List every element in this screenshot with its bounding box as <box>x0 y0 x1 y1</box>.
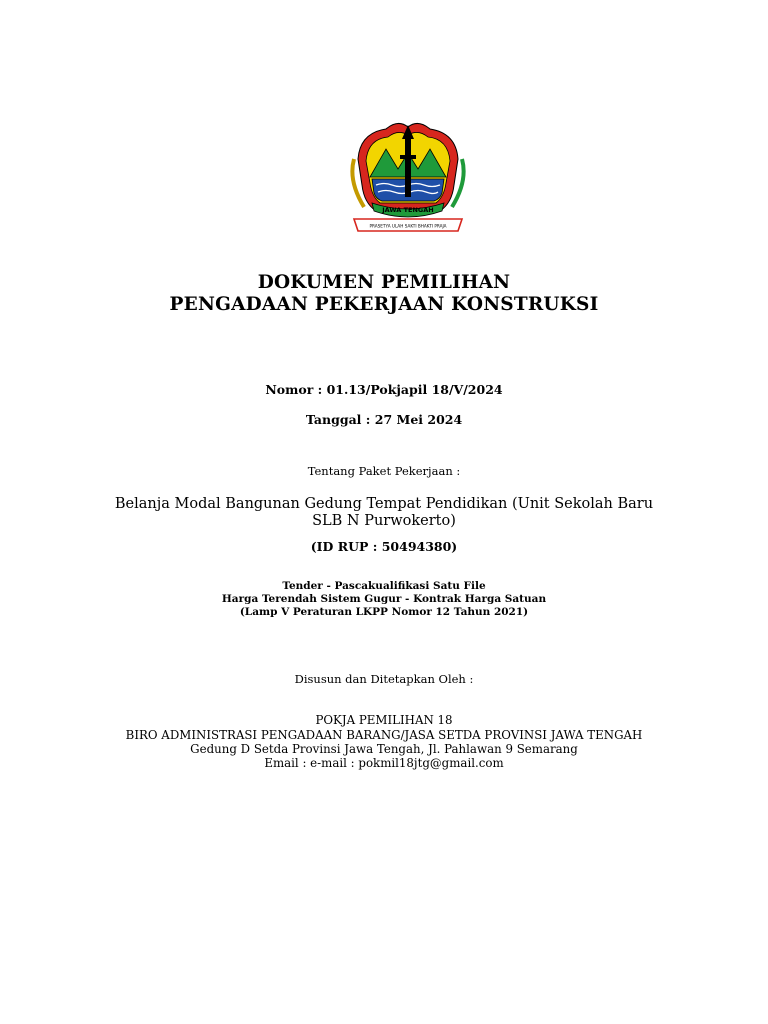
jawa-tengah-emblem-icon <box>346 115 470 235</box>
method-line2: Harga Terendah Sistem Gugur - Kontrak Harga Satuan <box>221 593 547 605</box>
id-rup: (ID RUP : 50494380) <box>310 539 458 554</box>
document-date: Tanggal : 27 Mei 2024 <box>305 412 463 427</box>
document-title-line1: DOKUMEN PEMILIHAN <box>257 272 511 293</box>
issuer-bureau: BIRO ADMINISTRASI PENGADAAN BARANG/JASA SETDA PROVINSI JAWA TENGAH <box>125 728 643 742</box>
issuer-intro: Disusun dan Ditetapkan Oleh : <box>294 672 474 686</box>
package-intro: Tentang Paket Pekerjaan : <box>307 464 461 478</box>
issuer-address: Gedung D Setda Provinsi Jawa Tengah, Jl. Pahlawan 9 Semarang <box>190 742 578 756</box>
issuer-email: Email : e-mail : pokmil18jtg@gmail.com <box>264 756 504 770</box>
emblem-motto-text: PRASETYA ULAH SAKTI BHAKTI PRAJA <box>369 223 447 229</box>
method-line1: Tender - Pascakualifikasi Satu File <box>282 580 486 592</box>
emblem-ribbon-text: JAWA TENGAH <box>382 206 434 214</box>
document-number: Nomor : 01.13/Pokjapil 18/V/2024 <box>265 382 503 397</box>
method-line3: (Lamp V Peraturan LKPP Nomor 12 Tahun 2021) <box>239 606 529 618</box>
package-name-line1: Belanja Modal Bangunan Gedung Tempat Pendidikan (Unit Sekolah Baru <box>114 496 654 512</box>
document-title-line2: PENGADAAN PEKERJAAN KONSTRUKSI <box>169 294 599 315</box>
package-name-line2: SLB N Purwokerto) <box>312 513 456 529</box>
issuer-pokja: POKJA PEMILIHAN 18 <box>315 713 453 727</box>
